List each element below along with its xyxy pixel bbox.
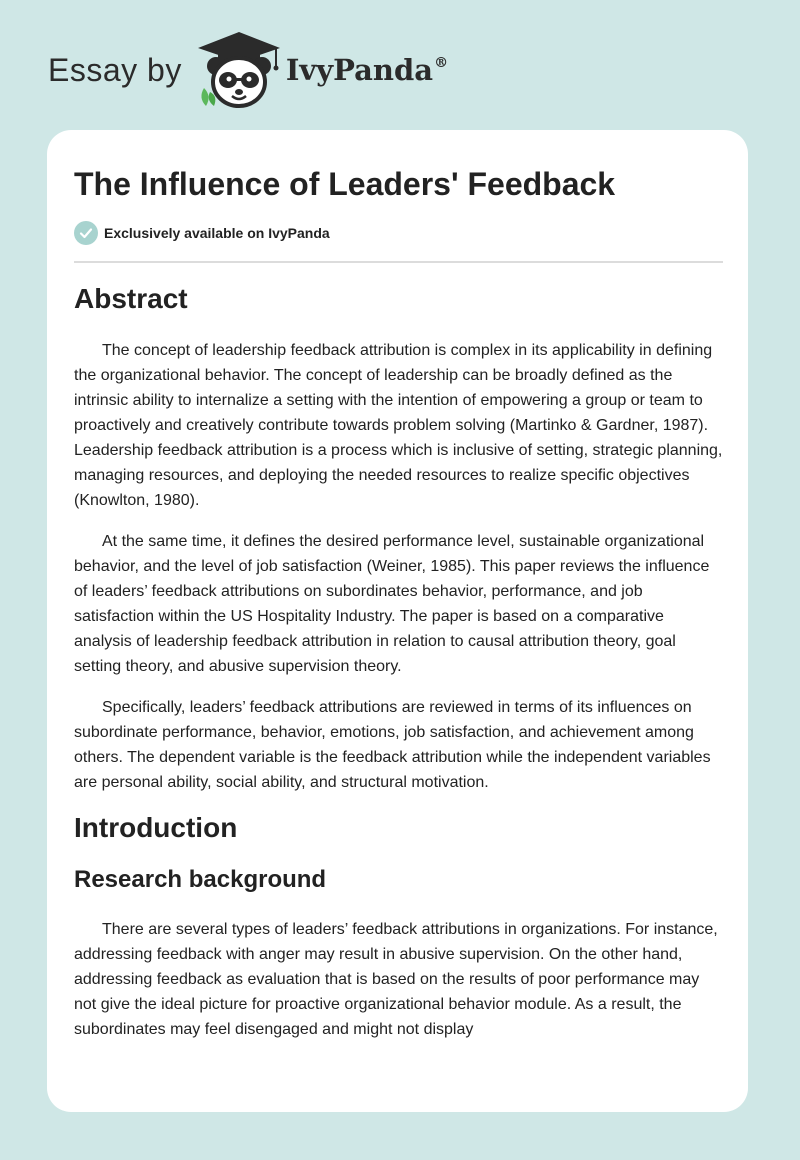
abstract-paragraph-1: The concept of leadership feedback attribution is complex in its applicability in defining the organizational behavior. The concept of leadership can be broadly defined as the intrinsic ability to internalize a setting with the intention of empowering a group or team to proactively and creatively contribute towards problem solving (Martinko & Gardner, 1987). Leadership feedback attribution is a process which is inclusive of setting, strategic planning, managing resources, and deploying the needed resources to realize specific objectives (Knowlton, 1980). xyxy=(74,341,723,509)
section-introduction xyxy=(74,811,724,1042)
exclusive-label: Exclusively available on IvyPanda xyxy=(104,225,330,241)
subheading-research-background: Research background xyxy=(74,866,327,894)
check-icon xyxy=(74,221,98,245)
introduction-paragraph-1: There are several types of leaders’ feedback attributions in organizations. For instance, addressing feedback with anger may result in abusive supervision. On the other hand, addressing feedback as evaluation that is based on the results of poor performance may not give the ideal picture for proactive organizational behavior module. As a result, the subordinates may feel disengaged and might not display xyxy=(74,920,718,1038)
abstract-paragraph-3: Specifically, leaders’ feedback attributions are reviewed in terms of its influences on subordinate performance, behavior, emotions, job satisfaction, and achievement among others. The dependent variable is the feedback attribution while the independent variables are personal ability, social ability, and structural motivation. xyxy=(74,698,711,791)
essay-by-label: Essay by xyxy=(48,52,182,88)
brand-name[interactable]: IvyPanda® xyxy=(285,52,449,87)
section-heading-introduction: Introduction xyxy=(74,811,238,843)
page-title: The Influence of Leaders' Feedback xyxy=(74,166,616,202)
essay-content xyxy=(74,282,724,1058)
section-heading-abstract: Abstract xyxy=(74,283,188,314)
essay-card xyxy=(47,130,748,1112)
abstract-paragraph-2: At the same time, it defines the desired performance level, sustainable organizational behavior, and the level of job satisfaction (Weiner, 1985). This paper reviews the influence of leaders’ feedback attributions on subordinates behavior, performance, and job satisfaction within the US Hospitality Industry. The paper is based on a comparative analysis of leadership feedback attribution in relation to causal attribution theory, goal setting theory, and abusive supervision theory. xyxy=(74,532,710,675)
title-divider xyxy=(74,261,723,263)
site-header xyxy=(48,30,448,110)
panda-logo-icon[interactable] xyxy=(196,30,282,110)
section-abstract xyxy=(74,282,724,795)
exclusive-badge xyxy=(74,221,330,245)
